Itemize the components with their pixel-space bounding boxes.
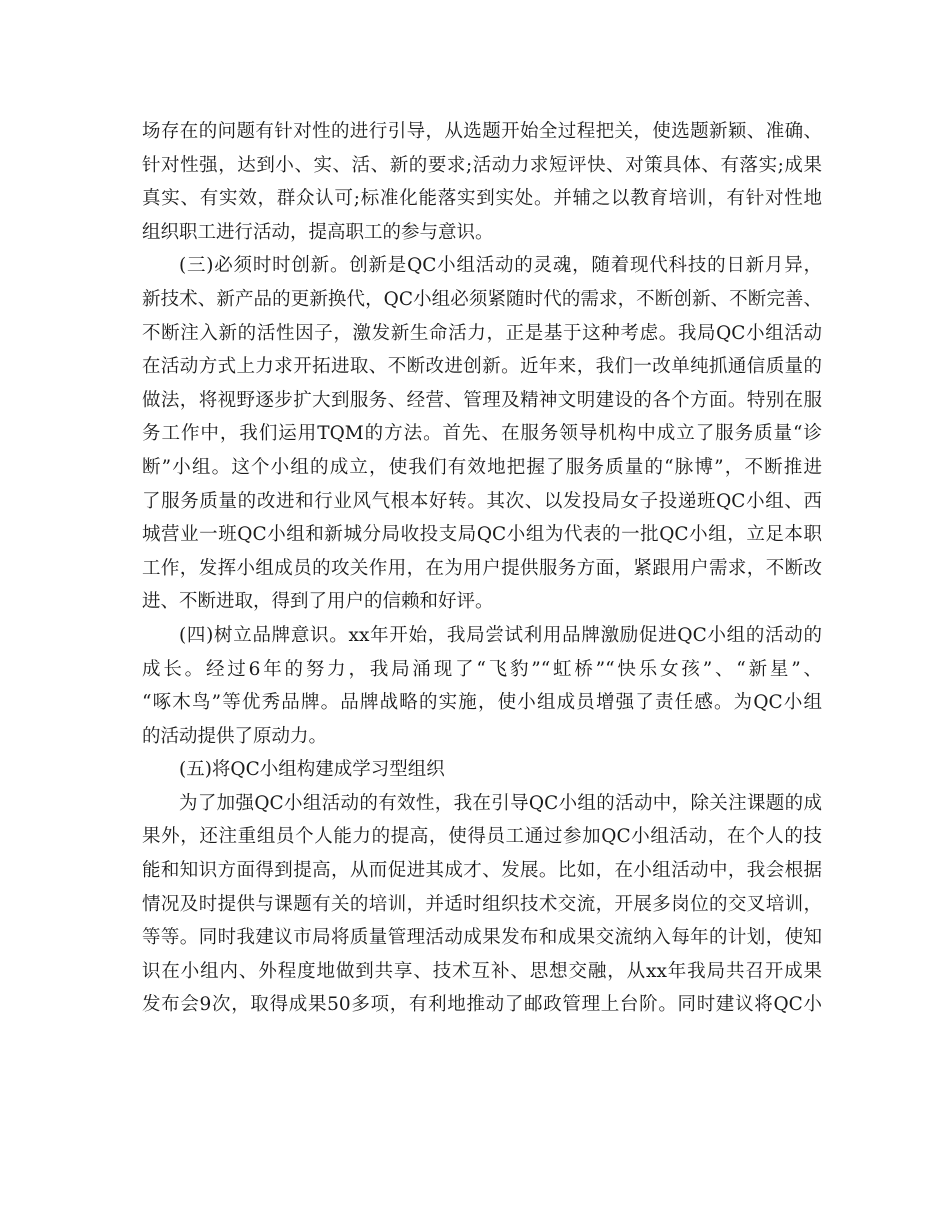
text-line: 务工作中，我们运用TQM的方法。首先、在服务领导机构中成立了服务质量“诊 xyxy=(142,423,822,445)
text-line: 识在小组内、外程度地做到共享、技术互补、思想交融，从xx年我局共召开成果 xyxy=(142,960,822,982)
text-line: (三)必须时时创新。创新是QC小组活动的灵魂，随着现代科技的日新月异， xyxy=(179,255,822,277)
text-line: 果外，还注重组员个人能力的提高，使得员工通过参加QC小组活动，在个人的技 xyxy=(142,826,822,848)
text-line: 针对性强，达到小、实、活、新的要求;活动力求短评快、对策具体、有落实;成果 xyxy=(142,154,822,176)
text-line: 新技术、新产品的更新换代，QC小组必须紧随时代的需求，不断创新、不断完善、 xyxy=(142,288,822,310)
text-line: 进、不断进取，得到了用户的信赖和好评。 xyxy=(142,591,494,613)
text-line: 情况及时提供与课题有关的培训，并适时组织技术交流，开展多岗位的交叉培训， xyxy=(142,893,822,915)
text-line: “啄木鸟”等优秀品牌。品牌战略的实施，使小组成员增强了责任感。为QC小组 xyxy=(142,692,822,714)
text-line: 工作，发挥小组成员的攻关作用，在为用户提供服务方面，紧跟用户需求，不断改 xyxy=(142,557,822,579)
text-line: 组织职工进行活动，提高职工的参与意识。 xyxy=(142,221,494,243)
text-line: 能和知识方面得到提高，从而促进其成才、发展。比如，在小组活动中，我会根据 xyxy=(142,860,822,882)
text-line: 做法，将视野逐步扩大到服务、经营、管理及精神文明建设的各个方面。特别在服 xyxy=(142,389,822,411)
text-line: 了服务质量的改进和行业风气根本好转。其次、以发投局女子投递班QC小组、西 xyxy=(142,490,822,512)
text-line: 为了加强QC小组活动的有效性，我在引导QC小组的活动中，除关注课题的成 xyxy=(179,792,822,814)
text-line: 场存在的问题有针对性的进行引导，从选题开始全过程把关，使选题新颖、准确、 xyxy=(142,121,822,142)
text-line: 成长。经过6年的努力，我局涌现了“飞豹”“虹桥”“快乐女孩”、“新星”、 xyxy=(142,658,822,680)
text-line: 的活动提供了原动力。 xyxy=(142,725,328,747)
text-line: (四)树立品牌意识。xx年开始，我局尝试利用品牌激励促进QC小组的活动的 xyxy=(179,624,822,646)
text-line: 断”小组。这个小组的成立，使我们有效地把握了服务质量的“脉博”，不断推进 xyxy=(142,456,822,478)
text-line: 真实、有实效，群众认可;标准化能落实到实处。并辅之以教育培训，有针对性地 xyxy=(142,188,822,210)
document-body xyxy=(142,115,822,1022)
text-line: (五)将QC小组构建成学习型组织 xyxy=(179,759,445,781)
text-line: 发布会9次，取得成果50多项，有利地推动了邮政管理上台阶。同时建议将QC小 xyxy=(142,994,822,1016)
text-line: 在活动方式上力求开拓进取、不断改进创新。近年来，我们一改单纯抓通信质量的 xyxy=(142,356,822,378)
text-line: 城营业一班QC小组和新城分局收投支局QC小组为代表的一批QC小组，立足本职 xyxy=(142,524,822,546)
text-line: 不断注入新的活性因子，激发新生命活力，正是基于这种考虑。我局QC小组活动 xyxy=(142,322,822,344)
text-line: 等等。同时我建议市局将质量管理活动成果发布和成果交流纳入每年的计划，使知 xyxy=(142,927,822,949)
